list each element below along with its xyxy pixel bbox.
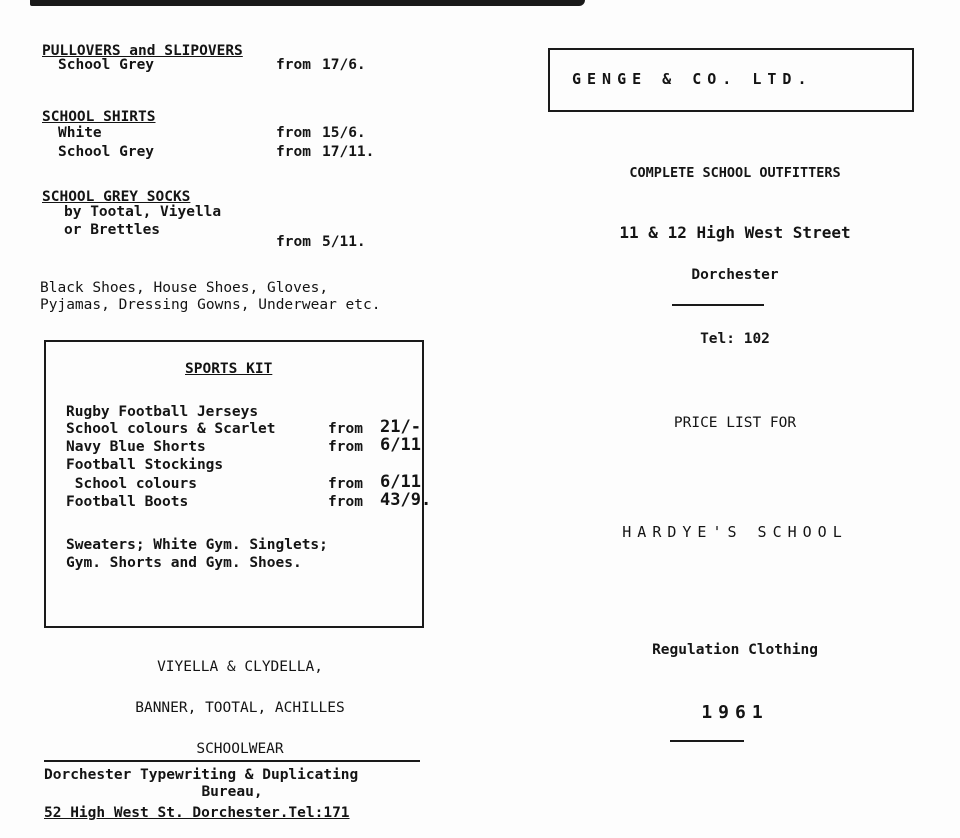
sports-row-6-from: from [328,494,363,510]
socks-line-1: by Tootal, Viyella [64,204,222,220]
regulation-clothing: Regulation Clothing [652,642,818,658]
brands-line-2: BANNER, TOOTAL, ACHILLES [135,700,345,716]
sports-row-6-item: Football Boots [66,494,189,510]
misc-line-1: Black Shoes, House Shoes, Gloves, [40,280,329,296]
sports-row-1-item: Rugby Football Jerseys [66,404,259,420]
address: 11 & 12 High West Street [619,223,851,242]
sports-row-2-item: School colours & Scarlet [66,421,276,437]
school-name: HARDYE'S SCHOOL [622,523,848,541]
printer-line-3: 52 High West St. Dorchester.Tel:171 [44,805,350,821]
town: Dorchester [691,267,779,283]
sports-kit-box [44,340,432,628]
sports-row-6-price: 43/9. [380,490,432,510]
sports-row-2-from: from [328,421,363,437]
sports-row-5-price: 6/11 [380,472,421,492]
year: 1961 [701,702,769,723]
pullovers-price: 17/6. [322,57,366,73]
price-list-for: PRICE LIST FOR [673,415,797,431]
pullovers-item: School Grey [58,57,155,73]
sports-heading: SPORTS KIT [185,361,273,377]
misc-line-2: Pyjamas, Dressing Gowns, Underwear etc. [40,297,381,313]
socks-price: 5/11. [322,234,366,250]
sports-row-5-from: from [328,476,363,492]
company-name: GENGE & CO. LTD. [572,70,813,88]
sports-row-4-item: Football Stockings [66,457,224,473]
brands-line-1: VIYELLA & CLYDELLA, [157,659,323,675]
town-divider [672,304,764,306]
shirts-row-2-item: School Grey [58,144,155,160]
shirts-row-1-price: 15/6. [322,125,366,141]
sports-row-5-item: School colours [66,476,197,492]
sports-note-1: Sweaters; White Gym. Singlets; [66,537,328,553]
shirts-row-2-price: 17/11. [322,144,375,160]
socks-heading: SCHOOL GREY SOCKS [42,189,191,205]
pullovers-heading: PULLOVERS and SLIPOVERS [42,43,243,59]
sports-row-3-item: Navy Blue Shorts [66,439,206,455]
shirts-row-1-from: from [276,125,311,141]
shirts-row-1-item: White [58,125,102,141]
shirts-heading: SCHOOL SHIRTS [42,109,156,125]
sports-row-3-from: from [328,439,363,455]
pullovers-from: from [276,57,311,73]
tagline: COMPLETE SCHOOL OUTFITTERS [629,165,841,181]
printer-line-2: Bureau, [201,784,263,800]
brands-line-3: SCHOOLWEAR [196,741,284,757]
socks-line-2: or Brettles [64,222,161,238]
company-box [548,48,914,112]
sports-row-3-price: 6/11 [380,435,421,455]
right-column [520,0,960,838]
socks-from: from [276,234,311,250]
sports-note-2: Gym. Shorts and Gym. Shoes. [66,555,302,571]
printer-divider [44,760,420,762]
sports-row-2-price: 21/- [380,417,421,437]
printer-line-1: Dorchester Typewriting & Duplicating [44,767,359,783]
telephone: Tel: 102 [700,331,770,347]
shirts-row-2-from: from [276,144,311,160]
year-divider [670,740,744,742]
